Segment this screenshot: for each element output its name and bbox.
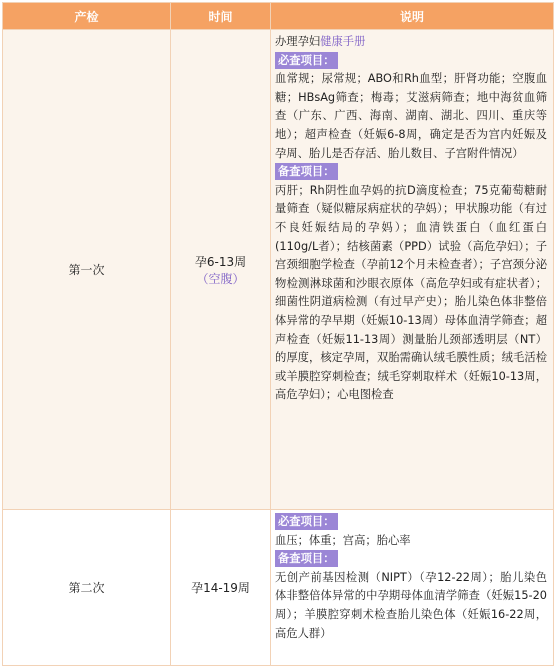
header-time: 时间 [171, 3, 271, 30]
fasting-note: （空腹） [196, 271, 245, 286]
health-handbook-link[interactable]: 健康手册 [320, 35, 366, 48]
header-description: 说明 [271, 3, 554, 30]
required-items-text: 血常规；尿常规；ABO和Rh血型；肝肾功能；空腹血糖；HBsAg筛查；梅毒；艾滋病筛查；地中海贫血筛查（广东、广西、海南、湖南、湖北、四川、重庆等地）；超声检查（妊娠6-8周，确定是否为宫内妊娠及孕周、胎儿是否存活、胎儿数目、子宫附件情况） [275, 72, 547, 160]
visit-label: 第一次 [68, 263, 105, 277]
table-row [3, 510, 554, 666]
table-header-row [3, 3, 554, 30]
visit-cell [3, 30, 171, 510]
prenatal-checkup-table [2, 2, 554, 666]
intro-prefix: 办理孕妇 [275, 35, 321, 48]
optional-items-label: 备查项目： [275, 163, 338, 180]
optional-items-text: 丙肝；Rh阴性血孕妈的抗D滴度检查；75克葡萄糖耐量筛查（疑似糖尿病症状的孕妈）；甲状腺功能（有过不良妊娠结局的孕妈）；血清铁蛋白（血红蛋白(110g/L者）；结核菌素（PPD）试验（高危孕妇）；子宫颈细胞学检查（孕前12个月未检查者）；子宫颈分泌物检测淋球菌和沙眼衣原体（高危孕妇或有症状者）；细菌性阴道病检测（有过早产史）；胎儿染色体非整倍体异常的孕早期（妊娠10-13周）母体血清学筛查；超声检查（妊娠11-13周）测量胎儿颈部透明层（NT）的厚度，核定孕周，双胎需确认绒毛膜性质；绒毛活检或羊膜腔穿刺检查；绒毛穿刺取样术（妊娠10-13周，高危孕妇）；心电图检查 [275, 183, 547, 402]
visit-label: 第二次 [68, 581, 105, 595]
required-items-label: 必查项目： [275, 52, 338, 69]
header-visit: 产检 [3, 3, 171, 30]
optional-items-label: 备查项目： [275, 550, 338, 567]
description-cell [271, 30, 554, 510]
optional-items-text: 无创产前基因检测（NIPT）（孕12-22周）；胎儿染色体非整倍体异常的中孕期母体血清学筛查（妊娠15-20周）；羊膜腔穿刺术检查胎儿染色体（妊娠16-22周，高危人群） [275, 570, 547, 640]
time-cell [171, 510, 271, 666]
time-label: 孕6-13周 [194, 254, 247, 269]
required-items-label: 必查项目： [275, 513, 338, 530]
description-cell [271, 510, 554, 666]
intro-line [275, 33, 547, 52]
time-label: 孕14-19周 [191, 581, 250, 595]
time-cell [171, 30, 271, 510]
table-row [3, 30, 554, 510]
visit-cell [3, 510, 171, 666]
required-items-text: 血压；体重；宫高；胎心率 [275, 533, 411, 547]
